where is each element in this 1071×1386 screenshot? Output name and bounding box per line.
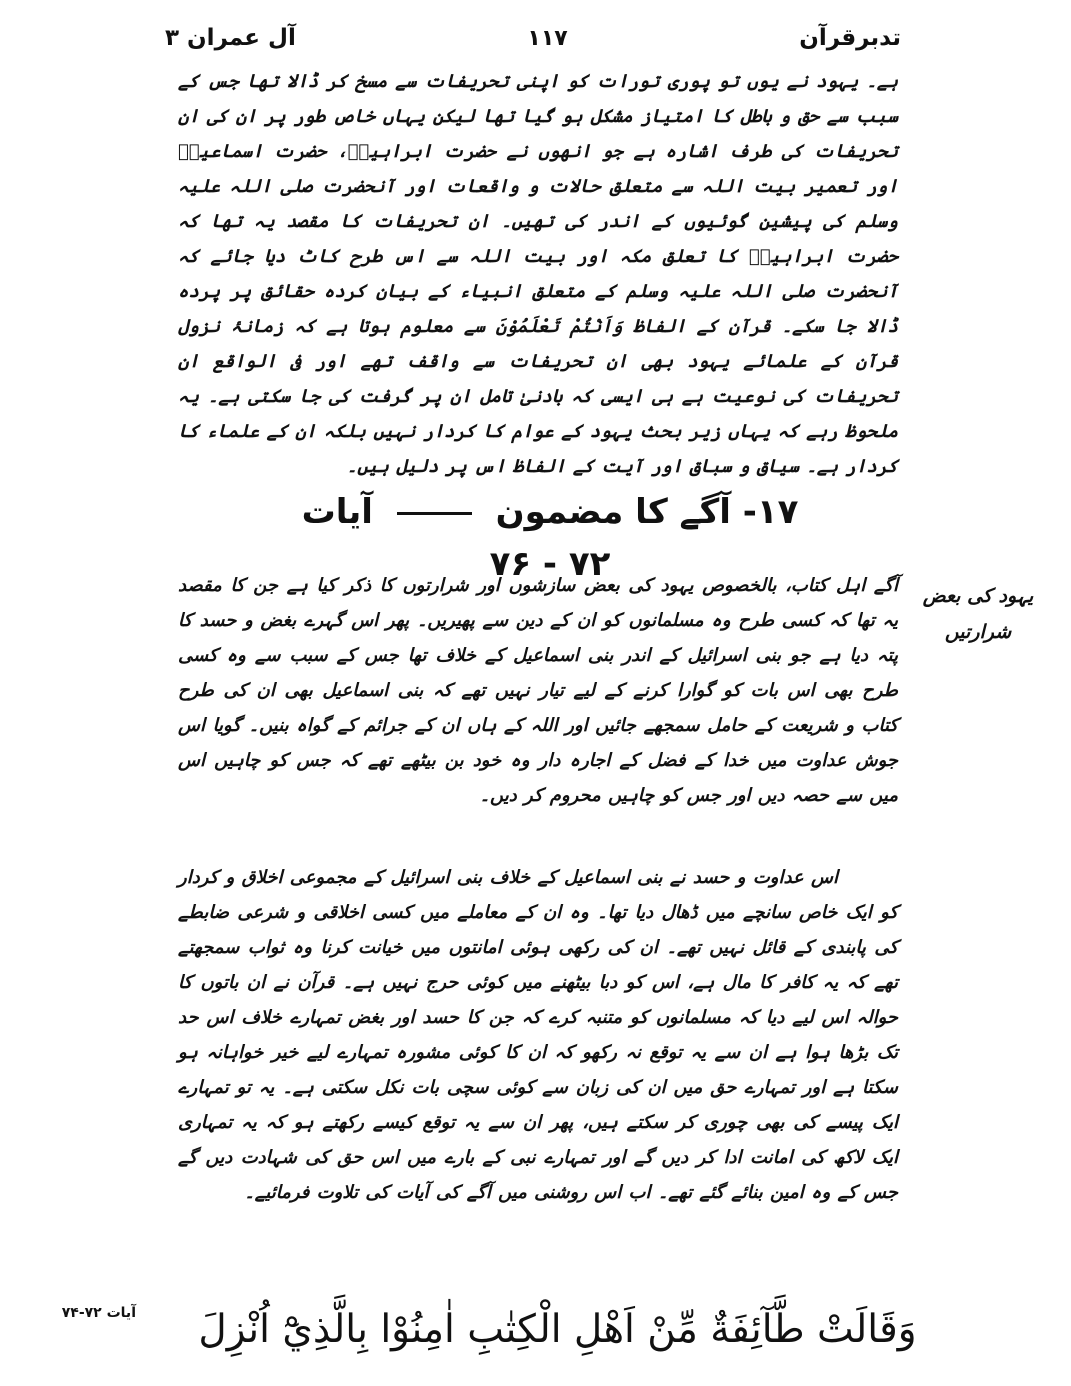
- paragraph-3: [178, 860, 898, 1210]
- section-number: ۱۷-: [742, 492, 799, 532]
- paragraph-1: ہے۔ یہود نے یوں تو پوری تورات کو اپنی تحریفات سے مسخ کر ڈالا تھا جس کے سبب سے حق و باطل کا امتیاز مشکل ہو گیا تھا لیکن یہاں خاص طور پر ان کی ان تحریفات کی طرف اشارہ ہے جو انھوں نے حضرت ابراہیمؑ، حضرت اسماعیلؑ اور تعمیر بیت اللہ سے متعلق حالات و واقعات اور آنحضرت صلی اللہ علیہ وسلم کی پیشین گوئیوں کے اندر کی تھیں۔ ان تحریفات کا مقصد یہ تھا کہ حضرت ابراہیمؑ کا تعلق مکہ اور بیت اللہ سے اس طرح کاٹ دیا جائے کہ آنحضرت صلی اللہ علیہ وسلم کے متعلق انبیاء کے بیان کردہ حقائق پر پردہ ڈالا جا سکے۔ قرآن کے الفاظ وَاَنْتُمْ تَعْلَمُوْنَ سے معلوم ہوتا ہے کہ زمانۂ نزول قرآن کے علمائے یہود بھی ان تحریفات سے واقف تھے اور فی الواقع ان تحریفات کی نوعیت ہے ہی ایسی کہ بادنیٰ تامل ان پر گرفت کی جا سکتی ہے۔ یہ ملحوظ رہے کہ یہاں زیر بحث یہود کے عوام کا کردار نہیں بلکہ ان کے علماء کا کردار ہے۔ سیاق و سباق اور آیت کے الفاظ اس پر دلیل ہیں۔: [178, 71, 898, 477]
- surah-name: آل عمران ۳: [165, 25, 296, 51]
- section-verses: آیات ۷۲ - ۷۶: [301, 492, 611, 584]
- paragraph-2: آگے اہل کتاب، بالخصوص یہود کی بعض سازشوں اور شرارتوں کا ذکر کیا ہے جن کا مقصد یہ تھا کہ کسی طرح وہ مسلمانوں کو ان کے دین سے پھیریں۔ پھر اس گہرے بغض و حسد کا پتہ دیا ہے جو بنی اسرائیل کے اندر بنی اسماعیل کے خلاف تھا جس کے سبب سے وہ کسی طرح بھی اس بات کو گوارا کرنے کے لیے تیار نہیں تھے کہ بنی اسماعیل بھی ان کی طرح کتاب و شریعت کے حامل سمجھے جائیں اور اللہ کے ہاں ان کے جرائم کے گواہ بنیں۔ گویا اس جوش عداوت میں خدا کے فضل کے اجارہ دار وہ خود بن بیٹھے تھے کہ جس کو چاہیں اس میں سے حصہ دیں اور جس کو چاہیں محروم کر دیں۔: [178, 575, 898, 806]
- page-number: ۱۱۷: [527, 25, 568, 51]
- section-title: آگے کا مضمون: [495, 492, 731, 532]
- page-header: [165, 18, 901, 58]
- paragraph-3-text: اس عداوت و حسد نے بنی اسماعیل کے خلاف بنی اسرائیل کے مجموعی اخلاق و کردار کو ایک خاص سانچے میں ڈھال دیا تھا۔ وہ ان کے معاملے میں کسی اخلاقی و شرعی ضابطے کی پابندی کے قائل نہیں تھے۔ ان کی رکھی ہوئی امانتوں میں خیانت کرنا وہ ثواب سمجھتے تھے کہ یہ کافر کا مال ہے، اس کو دبا بیٹھنے میں کوئی حرج نہیں ہے۔ قرآن نے ان باتوں کا حوالہ اس لیے دیا کہ مسلمانوں کو متنبہ کرے کہ جن کا حسد اور بغض تمہارے خلاف اس حد تک بڑھا ہوا ہے ان سے یہ توقع نہ رکھو کہ ان کا کوئی مشورہ تمہارے لیے خیر خواہانہ ہو سکتا ہے اور تمہارے حق میں ان کی زبان سے کوئی سچی بات نکل سکتی ہے۔ یہ تو تمہارے ایک پیسے کی بھی چوری کر سکتے ہیں، پھر ان سے یہ توقع کیسے رکھتے ہو کہ یہ تمہاری ایک لاکھ کی امانت ادا کر دیں گے اور تمہارے نبی کے بارے میں اس حق کی شہادت دیں گے جس کے وہ امین بنائے گئے تھے۔ اب اس روشنی میں آگے کی آیات کی تلاوت فرمائیے۔: [178, 867, 898, 1203]
- book-title: تدبرقرآن: [799, 25, 901, 51]
- heading-dash: [397, 512, 472, 515]
- verse-label: آیات ۷۲-۷۴: [61, 1305, 136, 1321]
- quran-verse: وَقَالَتْ طَّآئِفَةٌ مِّنْ اَهْلِ الْكِتٰبِ اٰمِنُوْا بِالَّذِيْٓ اُنْزِلَ: [198, 1307, 917, 1352]
- margin-note: یہود کی بعض شرارتیں: [922, 585, 1034, 643]
